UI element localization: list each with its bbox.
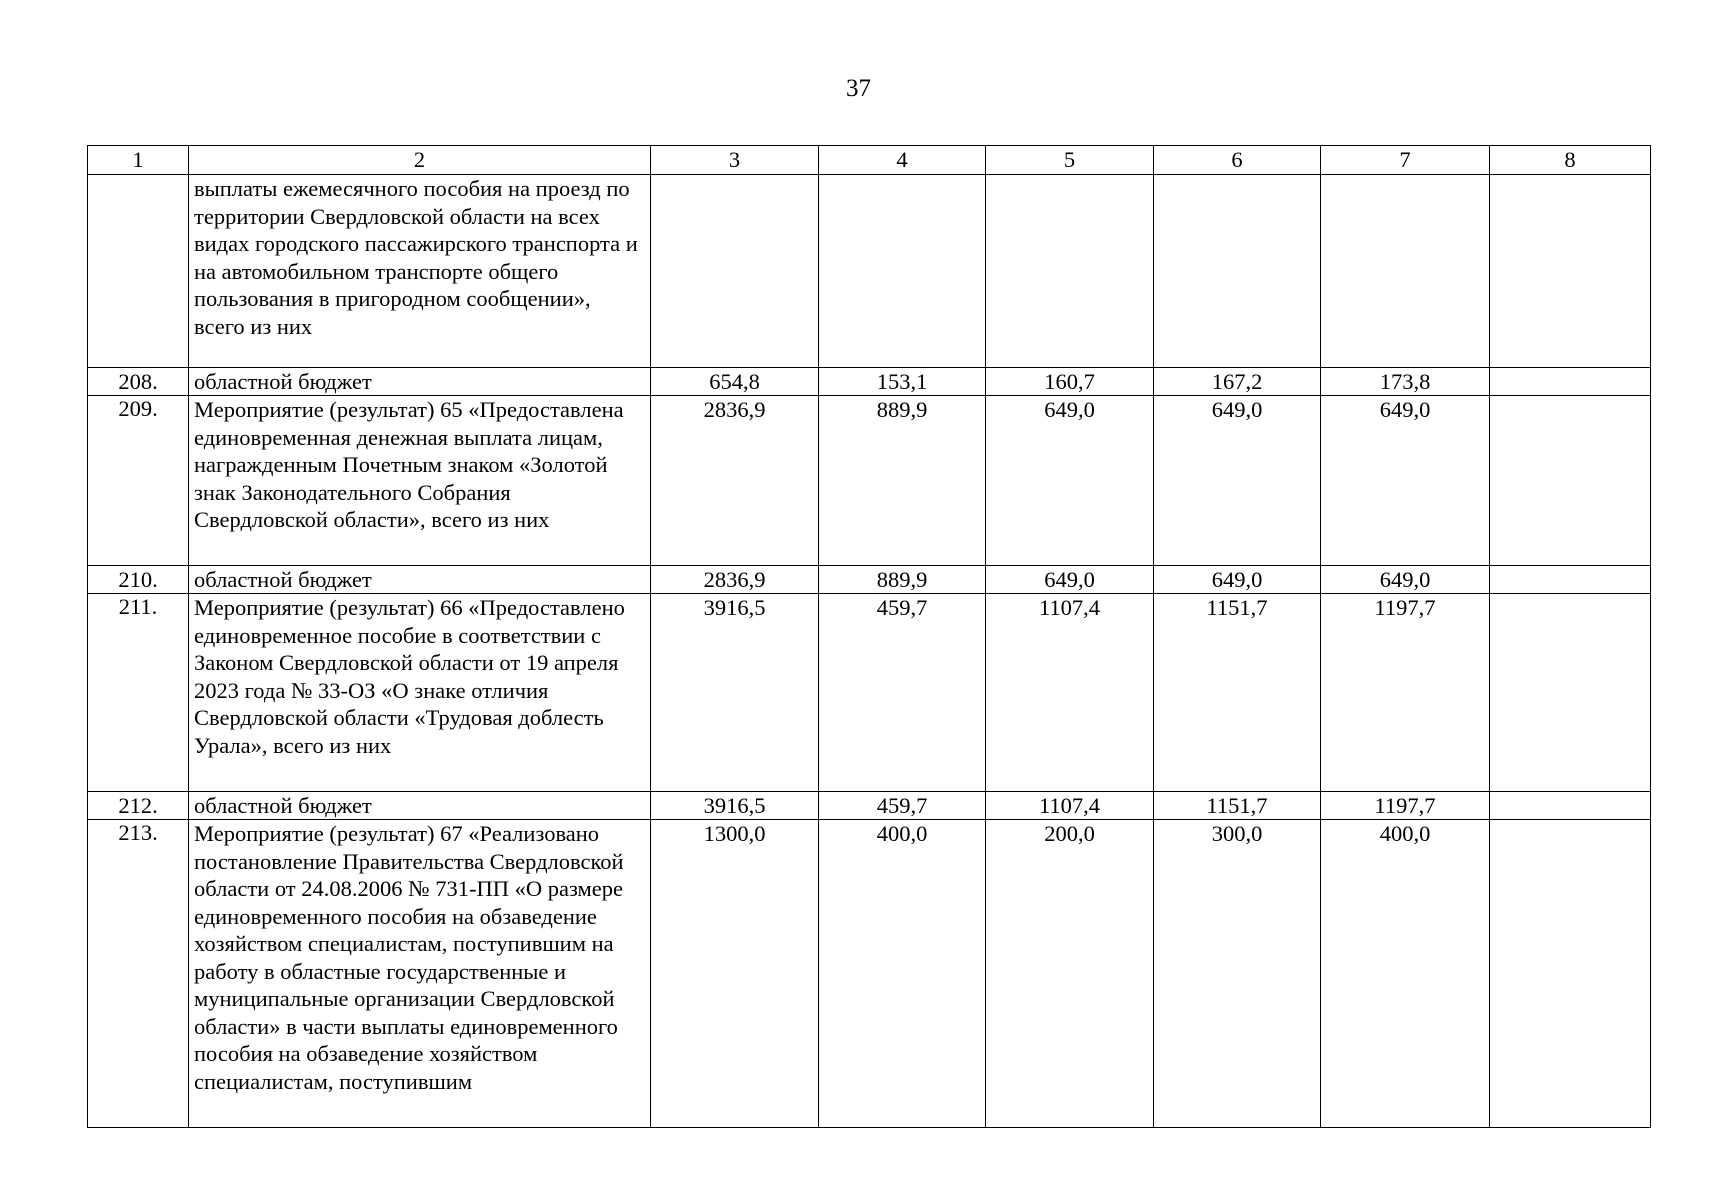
value-col-3: 2836,9 [651,566,819,594]
value-col-8 [1490,594,1651,792]
column-header: 1 [88,146,189,175]
row-number: 211. [88,594,189,792]
row-description: областной бюджет [189,368,651,396]
value-col-6: 649,0 [1154,396,1321,566]
value-col-5: 649,0 [986,566,1154,594]
value-col-5: 1107,4 [986,792,1154,820]
value-col-6: 1151,7 [1154,792,1321,820]
value-col-7: 649,0 [1321,396,1490,566]
row-description: Мероприятие (результат) 65 «Предоставлена единовременная денежная выплата лицам, награжденным Почетным знаком «Золотой знак Законодательного Собрания Свердловской области», всего из них [189,396,651,566]
value-col-4: 400,0 [819,820,986,1128]
value-col-7: 1197,7 [1321,594,1490,792]
value-col-5: 200,0 [986,820,1154,1128]
value-col-7: 649,0 [1321,566,1490,594]
value-col-4: 889,9 [819,396,986,566]
value-col-8 [1490,175,1651,368]
value-col-3: 654,8 [651,368,819,396]
page-number: 37 [846,75,871,102]
row-number: 208. [88,368,189,396]
budget-table [87,145,1651,1128]
value-col-8 [1490,820,1651,1128]
value-col-3: 3916,5 [651,792,819,820]
value-col-4: 459,7 [819,792,986,820]
value-col-3: 3916,5 [651,594,819,792]
row-description: областной бюджет [189,566,651,594]
value-col-6: 649,0 [1154,566,1321,594]
value-col-7 [1321,175,1490,368]
value-col-3: 1300,0 [651,820,819,1128]
table-row [88,566,1651,594]
column-header: 5 [986,146,1154,175]
value-col-6: 167,2 [1154,368,1321,396]
table-row [88,396,1651,566]
column-header: 2 [189,146,651,175]
value-col-4: 459,7 [819,594,986,792]
value-col-6: 1151,7 [1154,594,1321,792]
row-number: 212. [88,792,189,820]
row-number: 210. [88,566,189,594]
value-col-8 [1490,368,1651,396]
row-number [88,175,189,368]
column-header: 8 [1490,146,1651,175]
value-col-8 [1490,792,1651,820]
value-col-5: 160,7 [986,368,1154,396]
table-row [88,175,1651,368]
value-col-5 [986,175,1154,368]
table-header-row [88,146,1651,175]
table-row [88,792,1651,820]
table-row [88,594,1651,792]
value-col-7: 1197,7 [1321,792,1490,820]
value-col-6: 300,0 [1154,820,1321,1128]
table-row [88,368,1651,396]
row-number: 209. [88,396,189,566]
value-col-3: 2836,9 [651,396,819,566]
value-col-8 [1490,566,1651,594]
value-col-3 [651,175,819,368]
value-col-7: 173,8 [1321,368,1490,396]
column-header: 3 [651,146,819,175]
table-row [88,820,1651,1128]
row-number: 213. [88,820,189,1128]
row-description: выплаты ежемесячного пособия на проезд по территории Свердловской области на всех видах городского пассажирского транспорта и на автомобильном транспорте общего пользования в пригородном сообщении», всего из них [189,175,651,368]
value-col-5: 1107,4 [986,594,1154,792]
row-description: областной бюджет [189,792,651,820]
value-col-7: 400,0 [1321,820,1490,1128]
row-description: Мероприятие (результат) 66 «Предоставлено единовременное пособие в соответствии с Законом Свердловской области от 19 апреля 2023 года № 33-ОЗ «О знаке отличия Свердловской области «Трудовая доблесть Урала», всего из них [189,594,651,792]
column-header: 6 [1154,146,1321,175]
value-col-8 [1490,396,1651,566]
value-col-4: 889,9 [819,566,986,594]
column-header: 7 [1321,146,1490,175]
value-col-6 [1154,175,1321,368]
value-col-4: 153,1 [819,368,986,396]
row-description: Мероприятие (результат) 67 «Реализовано постановление Правительства Свердловской области от 24.08.2006 № 731-ПП «О размере единовременного пособия на обзаведение хозяйством специалистам, поступившим на работу в областные государственные и муниципальные организации Свердловской области» в части выплаты единовременного пособия на обзаведение хозяйством специалистам, поступившим [189,820,651,1128]
value-col-4 [819,175,986,368]
value-col-5: 649,0 [986,396,1154,566]
column-header: 4 [819,146,986,175]
